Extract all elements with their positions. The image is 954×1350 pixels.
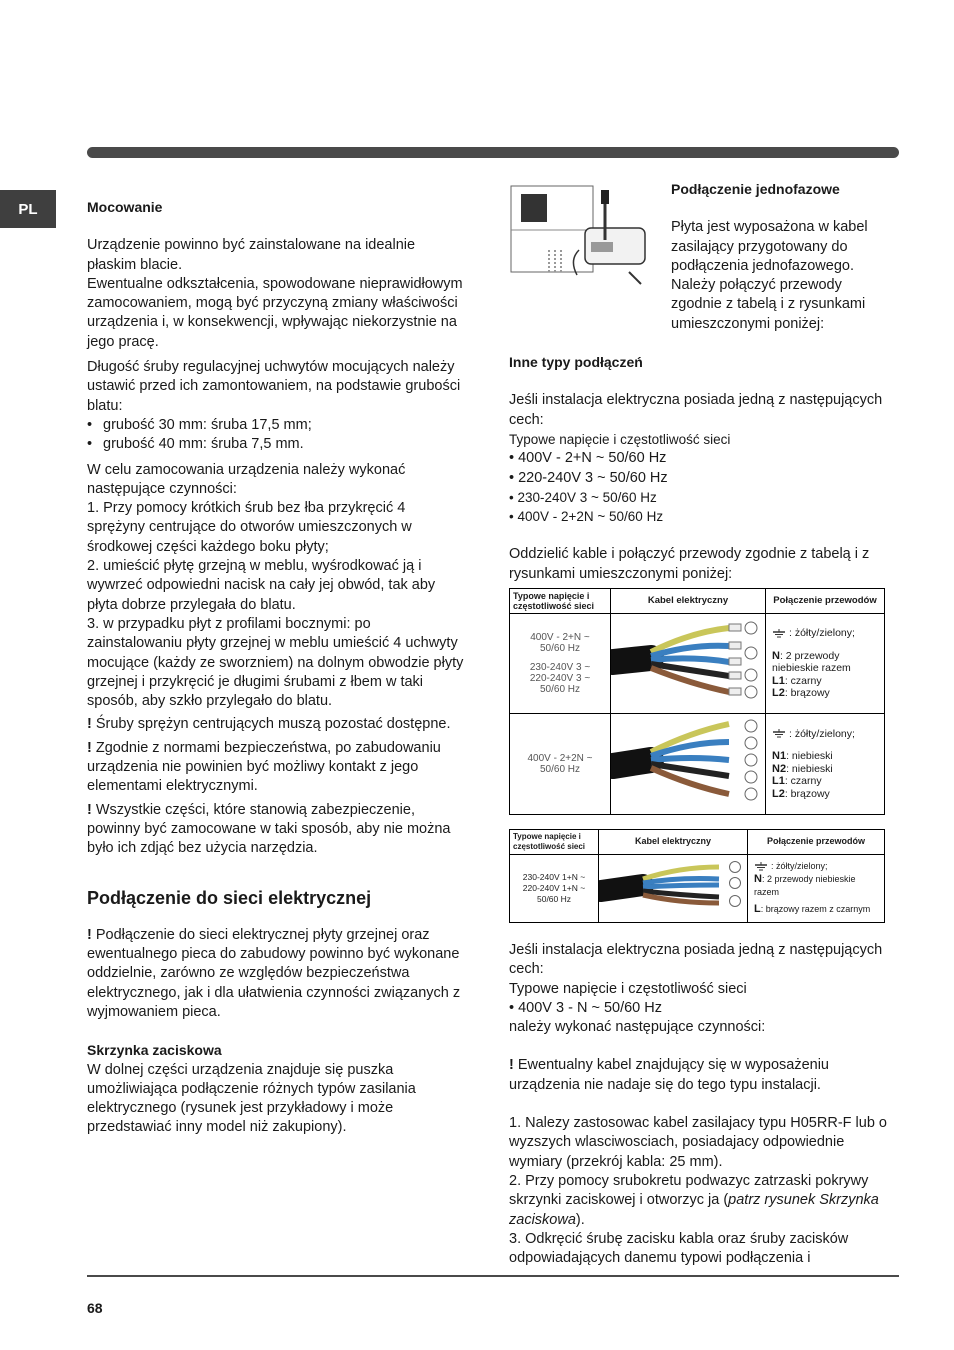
cable-illustration xyxy=(599,855,747,915)
three-phase-warning: ! Ewentualny kabel znajdujący się w wyposażeniu urządzenia nie nadaje się do tego typu instalacji. xyxy=(509,1057,829,1093)
cable-cell xyxy=(611,714,766,814)
section-title-other: Inne typy podłączeń xyxy=(509,354,643,371)
three-phase-action: należy wykonać następujące czynności: xyxy=(509,1019,766,1036)
skrzynka-text: W dolnej części urządzenia znajduje się puszka umożliwiająca podłączenie różnych typów zasilania elektrycznego (rysunek jest przykładowy i może przedstawiać inny model niż zakupiony). xyxy=(87,1061,416,1136)
section-title-electrical: Podłączenie do sieci elektrycznej xyxy=(87,887,372,908)
step-2: 2. umieścić płytę grzejną w meblu, wyśrodkować ją i wywrzeć odpowiedni nacisk na cały jej obwód, tak aby płyta dobrze przylegała do blatu. xyxy=(87,558,436,613)
electrical-warning: ! Podłączenie do sieci elektrycznej płyty grzejnej oraz ewentualnego pieca do zabudowy powinno być wykonane oddzielnie, zarówno ze względów bezpieczeństwa elektrycznego, jak i dla ułatwienia czynności związanych z wyjmowaniem pieca. xyxy=(87,926,461,1020)
cable-illustration xyxy=(611,714,765,806)
section-title-mocowanie: Mocowanie xyxy=(87,199,163,215)
cable-illustration xyxy=(611,614,765,706)
list-item: • 230-240V 3 ~ 50/60 Hz xyxy=(509,489,657,505)
mocowanie-paragraph-2: Ewentualne odkształcenia, spowodowane nieprawidłowym zamocowaniem, mogą być przyczyną zmiany właściwości urządzenia i, w konsekwencji, wpływając niekorzystnie na jego pracę. xyxy=(87,275,463,350)
ground-icon xyxy=(772,729,786,738)
table-header: Kabel elektryczny xyxy=(611,589,766,614)
single-phase-text: Płyta jest wyposażona w kabel zasilający przygotowany do podłączenia jednofazowego. Należy połączyć przewody zgodnie z tabelą i z rysunkami umieszczonymi poniżej: xyxy=(671,219,868,332)
table-header: Połączenie przewodów xyxy=(748,829,885,854)
list-item: • 400V 3 - N ~ 50/60 Hz xyxy=(509,999,662,1016)
list-item: • grubość 40 mm: śruba 7,5 mm. xyxy=(87,435,467,454)
list-item: • 400V - 2+2N ~ 50/60 Hz xyxy=(509,509,664,525)
language-tab: PL xyxy=(0,190,56,228)
table-header: Połączenie przewodów xyxy=(766,589,885,614)
wiring-table-1 xyxy=(509,588,885,815)
table-header: Typowe napięcie i częstotliwość sieci xyxy=(510,829,599,854)
list-item: • 400V - 2+N ~ 50/60 Hz xyxy=(509,450,667,467)
step-3: 3. w przypadku płyt z profilami bocznymi: po zainstalowaniu płyty grzejnej w meblu umieścić 4 uchwyty mocujące (każdy ze sworzniem) na dolnym obwodzie płyty grzejnej i przykręcić je długimi śrubami z łbem w taki sposób, aby szkło przylegało do blatu. xyxy=(87,615,464,710)
steps-intro: W celu zamocowania urządzenia należy wykonać następujące czynności: xyxy=(87,461,406,497)
screw-intro: Długość śruby regulacyjnej uchwytów mocujących należy ustawić przed ich zamontowaniem, na podstawie grubości blatu: xyxy=(87,359,461,414)
connection-cell: : żółty/zielony; N: 2 przewody niebieskie razem L1: czarny L2: brązowy xyxy=(766,614,885,714)
cable-cell xyxy=(611,614,766,714)
mocowanie-paragraph-1: Urządzenie powinno być zainstalowane na idealnie płaskim blacie. xyxy=(87,237,416,273)
header-bar xyxy=(87,147,899,158)
right-column xyxy=(509,180,894,1268)
right-step-3: 3. Odkręcić śrubę zacisku kabla oraz śruby zacisków odpowiadających danemu typowi podłączenia i xyxy=(509,1230,849,1267)
voltage-cell: 400V - 2+2N ~ 50/60 Hz xyxy=(510,714,611,814)
other-intro: Jeśli instalacja elektryczna posiada jedną z następujących cech: xyxy=(509,392,883,428)
warning-3: ! Wszystkie części, które stanowią zabezpieczenie, powinny być zamocowane w taki sposób, aby nie można było ich zdjąć bez użycia narzędzia. xyxy=(87,801,451,857)
connection-cell: : żółty/zielony; N1: niebieski N2: niebieski L1: czarny L2: brązowy xyxy=(766,714,885,814)
voltage-cell: 230-240V 1+N ~ 220-240V 1+N ~ 50/60 Hz xyxy=(510,854,599,922)
right-step-1: 1. Nalezy zastosowac kabel zasilajacy typu H05RR-F lub o wyzszych wlasciwosciach, posiadajacy odpowiednie wymiary (przekrój kabla: 25 mm). xyxy=(509,1115,887,1170)
table-header: Typowe napięcie i częstotliwość sieci xyxy=(510,589,611,614)
other-subtitle: Typowe napięcie i częstotliwość sieci xyxy=(509,431,731,447)
warning-2: ! Zgodnie z normami bezpieczeństwa, po zabudowaniu urządzenia nie powinien być możliwy kontakt z jego elementami elektrycznymi. xyxy=(87,739,441,795)
left-column xyxy=(87,198,467,1138)
page-number: 68 xyxy=(87,1300,103,1316)
screw-list xyxy=(87,416,467,455)
footer-divider xyxy=(87,1275,899,1277)
voltage-cell: 400V - 2+N ~ 50/60 Hz 230-240V 3 ~ 220-240V 3 ~ 50/60 Hz xyxy=(510,614,611,714)
three-phase-subtitle: Typowe napięcie i częstotliwość sieci xyxy=(509,980,747,997)
table-header: Kabel elektryczny xyxy=(599,829,748,854)
step-1: 1. Przy pomocy krótkich śrub bez łba przykręcić 4 sprężyny centrujące do otworów umieszczonych w środkowej części każdego boku płyty; xyxy=(87,500,412,555)
section-title-single-phase: Podłączenie jednofazowe xyxy=(671,181,840,197)
section-title-skrzynka: Skrzynka zaciskowa xyxy=(87,1042,222,1059)
warning-1: ! Śruby sprężyn centrujących muszą pozostać dostępne. xyxy=(87,716,451,733)
three-phase-intro: Jeśli instalacja elektryczna posiada jedną z następujących cech: xyxy=(509,941,883,978)
cable-cell xyxy=(599,854,748,922)
right-step-2: 2. Przy pomocy srubokretu podwazyc zatrzaski pokrywy skrzynki zaciskowej i otworzyc ja (patrz rysunek Skrzynka zaciskowa). xyxy=(509,1172,879,1228)
ground-icon xyxy=(754,862,768,871)
ground-icon xyxy=(772,629,786,638)
list-item: • 220-240V 3 ~ 50/60 Hz xyxy=(509,469,668,486)
terminal-box-illustration xyxy=(509,180,657,302)
list-item: • grubość 30 mm: śruba 17,5 mm; xyxy=(87,416,467,435)
separate-text: Oddzielić kable i połączyć przewody zgodnie z tabelą i z rysunkami umieszczonymi poniżej: xyxy=(509,546,870,582)
connection-cell: : żółty/zielony; N: 2 przewody niebieskie razem L: brązowy razem z czarnym xyxy=(748,854,885,922)
wiring-table-2 xyxy=(509,829,885,923)
